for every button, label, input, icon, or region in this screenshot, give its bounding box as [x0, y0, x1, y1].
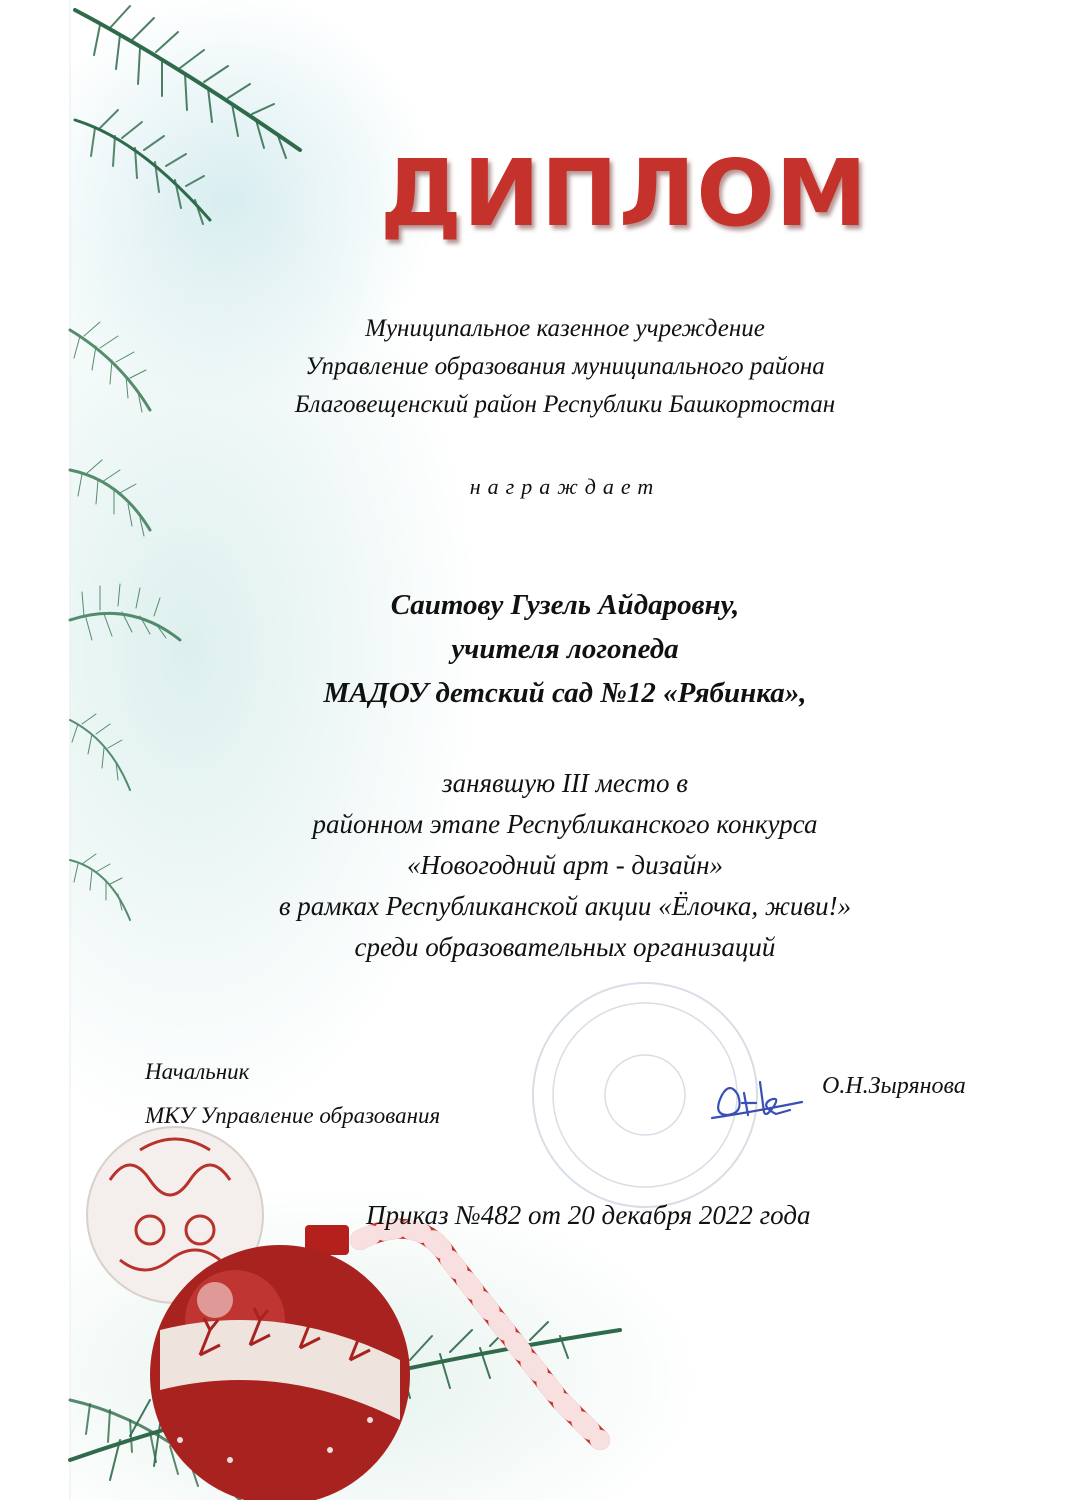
issuer-line: Муниципальное казенное учреждение: [365, 315, 765, 342]
reason-line: занявшую III место в: [442, 768, 688, 798]
recipient-name: Саитову Гузель Айдаровну,: [390, 589, 740, 621]
reason-line: среди образовательных организаций: [354, 932, 776, 962]
fir-branch-top: [75, 6, 300, 224]
signatory-title-line: МКУ Управление образования: [145, 1103, 441, 1128]
recipient-position: учителя логопеда: [451, 633, 679, 665]
issuer-block: [130, 310, 1000, 424]
stamp-icon: [533, 983, 757, 1207]
issuer-line: Управление образования муниципального района: [305, 353, 825, 380]
signatory-name: О.Н.Зырянова: [822, 1073, 966, 1099]
recipient-block: [130, 583, 1000, 715]
recipient-organization: МАДОУ детский сад №12 «Рябинка»,: [323, 677, 807, 709]
diploma-title: ДИПЛОМ: [380, 140, 869, 247]
reason-line: «Новогодний арт - дизайн»: [406, 850, 724, 880]
signatory-title: [145, 1050, 440, 1138]
awards-text: награждает: [469, 474, 661, 499]
issuer-line: Благовещенский район Республики Башкортостан: [294, 391, 836, 418]
reason-line: районном этапе Республиканского конкурса: [312, 809, 818, 839]
order-reference: Приказ №482 от 20 декабря 2022 года: [366, 1200, 811, 1230]
signatory-title-line: Начальник: [145, 1059, 250, 1084]
reason-line: в рамках Республиканской акции «Ёлочка, живи!»: [278, 891, 852, 921]
award-reason-block: [130, 763, 1000, 968]
